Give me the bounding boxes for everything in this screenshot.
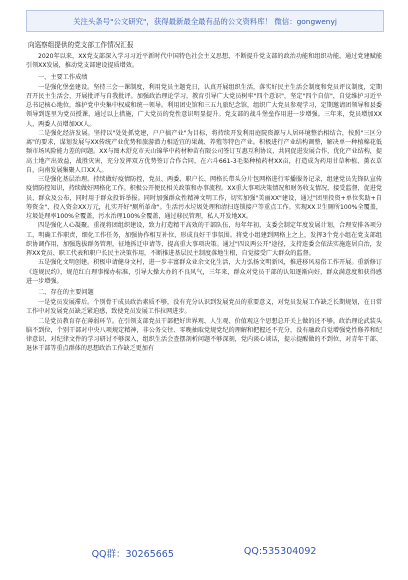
document-title: 向巡察组提供的党支部工作情况汇报 <box>28 41 134 49</box>
footer-qq: QQ:535304092 <box>243 546 317 557</box>
section-heading-achievements: 一、主要工作成绩 <box>38 73 88 81</box>
section-heading-problems: 二、存在的主要问题 <box>38 289 94 296</box>
footer-qq-group: QQ群：30265665 <box>91 549 174 560</box>
paragraph-cohesion: 四是强化人心凝聚。重视将团组织建设，致力打造精干高效的干部队伍，每年年初，支委会制定年度发展计划，合理安排各项分工，明确工作职责，细化工作任务，加强协作相互补位，形成良好干事氛围。将党小组建到网格上之上，发挥3个党小组在党支部组织协调作用，加强选拔群务管理，征地拆迁申请等，提高重大事项决策。通过"四议两公开"途径，支持连委会依法实施连居自治，发挥XX党员、职工代表和职户长民主决策作用，不断推进基层民主制度落地生根，自觉接受广大群众的监督。 <box>26 222 382 257</box>
paragraph-civilization: 五是强化文明创建。积极申请健身文村，进一步丰富群众业余文化生活，大力弘扬文明新风，推进移风易俗工作开展。重新修订《连规民约》，规范红白理事操办标准，引导大操大办的不良风气，三年来，群众对党员干部的认知逐渐向好，群众满意度和获得感进一步增强。 <box>26 259 382 285</box>
footer-contacts <box>0 546 408 564</box>
banner-text: 关注头条号"公文研究"，获得最新最全最有品的公文资料库！ 微信：gongwenyj <box>73 16 337 26</box>
paragraph-member-development: 一是党员发展滞后。个别骨干成员政治素质不够，没有充分认识到发展党员的重要意义，对党员发展工作缺乏长期规划，在日常工作中对发展党员缺乏紧迫感，致使党员发展工作拉网进步。 <box>26 299 382 316</box>
header-banner[interactable] <box>26 10 384 32</box>
paragraph-economy: 二是强化经济发展。坚持以"处处抓党建，户户搞产业"为目标，将持续开发利用庭院资源与人居环境整治相结合，按照"三区分离"的要求，谋划发展与XX传统产业优势和旅游潜力相适宜的果蔬、养殖等特色产业。积极进行产业结构调整，解决单一种植棉花低频市场风险能力差的问题。XX与图木舒克市天山锦华中药材种苗有限公司签订互惠互利协议，共同促进发展合作，优化产业结构，提高土地产出效益，战胜灾害，充分发挥双方优势签订合作合同，在六斗661-3毛渠种植药材XX亩，打造成为药用甘草种植、薰衣草自，向南发展集聚人口XX人。 <box>26 129 382 174</box>
paragraph-governance: 三是强化基层治理。持续做好疫情防控，党员、两委、职户长、网格长带头分片包网格进行零播服务记录，组建党员先锋队宣传疫情防控知识，持续做好网格化工作。积极公开便民相关政策和办事流程。XX重大事项决策情况和财务收支情况，接受监督，促进党员、群众及公布，同时用于群众投诉举报。同时加强群众性精神文明工作，切实加强"美丽XX"建设，通过"团里投资+单位奖助+自筹资金"，投入资金XX万元，扎实开好"厕所革命"。生活污水垃圾处理和清扫连锁接户等重点工作。实现XX卫生厕所100%全覆盖，垃圾处理率100%全覆盖，污水治理100%全覆盖，通过移民管理，私人开发地XX。 <box>26 176 382 220</box>
intro-paragraph: 2020年以来，XX党支部深入学习习近平新时代中国特色社会主义思想，不断提升党支部的政治功能和组织功能，通过党建赋能引领XX发展，推动党支部建设提质增效。 <box>26 53 382 70</box>
paragraph-stronghold: 一是强化堡垒建设。坚持三会一课制度，利用党员主题党日，认真开展组织生活，落实好民主生活会制度和党员评议制度，定期召开民主生活会，开展批评与自我批评。加强政治理论学习，教育引导广大党员树牢"四个意识"，坚定"四个自信"，自觉维护习近平总书记核心地位，维护党中央集中权威和统一领导。利用团史馆和三五九旅纪念馆，组织广大党员参观学习，定期邀请团领导和县委领导到连里为党员授课，通过以上措施，广大党员的党性意识明显提升。党支部的战斗堡垒作用进一步增强。三年来，党员增加XX人，两委人员增加XX人。 <box>26 83 382 128</box>
paragraph-member-education: 二是党员教育存在薄弱环节。在引领支部党员干部把好世界观、人生观、价值观这个思想总开关上做的还不够。政治理论武装头脑不到位，个别干部对中央八项规定精神，非公务交往、零晚抽取党规党纪的理解和把握还不充分，没有融政自觉增强党性修养和纪律意识，对纪律文件的学习研讨不够深入，组织生活会查摆剖析问题不够深刻，党内谈心谈话，提示提醒做的不到位，对青年干部、退休干部等重点群体的思想政治工作缺乏更加有 <box>26 317 382 353</box>
document-body <box>26 40 382 536</box>
